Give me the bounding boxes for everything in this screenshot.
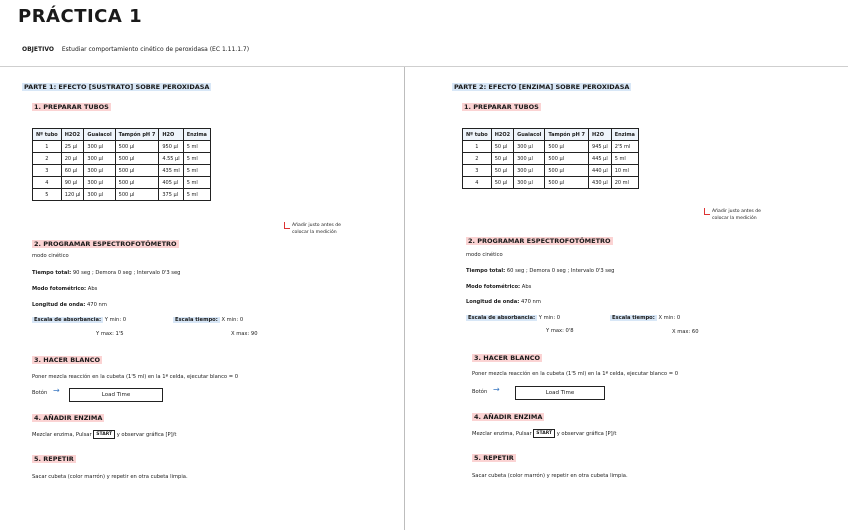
table-header: H2O2 [61, 129, 84, 141]
table-row [463, 153, 639, 165]
part-1-section-2: 2. PROGRAMAR ESPECTROFOTÓMETRO [34, 240, 177, 248]
table-cell: 3 [463, 165, 492, 177]
table-header: Tampón pH 7 [545, 129, 589, 141]
table-cell: 4.55 µl [159, 153, 183, 165]
arrow-right-icon: → [53, 386, 60, 395]
xmin-value: 0 [239, 317, 244, 323]
table-cell: 5 ml [183, 177, 210, 189]
table-cell: 25 µl [61, 141, 84, 153]
table-cell: 405 µl [159, 177, 183, 189]
tiempo-label: Tiempo total: [466, 268, 506, 274]
table-cell: 300 µl [514, 141, 545, 153]
part-2-section-2: 2. PROGRAMAR ESPECTROFOTÓMETRO [468, 237, 611, 245]
table-cell: 300 µl [84, 165, 115, 177]
table-row [33, 189, 211, 201]
table-cell: 1 [463, 141, 492, 153]
note-line: colocar la medición [292, 230, 337, 235]
escala-label: Escala de absorbancia: [34, 317, 102, 323]
table-cell: 500 µl [545, 153, 589, 165]
table-cell: 440 µl [589, 165, 612, 177]
note-arrow-icon [704, 208, 710, 215]
table-cell: 300 µl [514, 177, 545, 189]
table-row [463, 177, 639, 189]
divider-vertical [404, 67, 405, 530]
part-2-escala-tiempo [610, 315, 680, 321]
load-time-button[interactable]: Load Time [69, 388, 163, 402]
part-2-escala [466, 315, 560, 321]
table-cell: 120 µl [61, 189, 84, 201]
table-cell: 500 µl [545, 177, 589, 189]
ymax-label: Y max: [96, 331, 114, 337]
part-2-modo [466, 284, 531, 290]
part-1-xmax [231, 331, 258, 337]
divider-horizontal [0, 66, 848, 67]
part-1-repetir: Sacar cubeta (color marrón) y repetir en otra cubeta limpia. [32, 474, 188, 480]
table-cell: 500 µl [115, 165, 159, 177]
table-header-row [463, 129, 639, 141]
table-cell: 500 µl [115, 189, 159, 201]
ymin-value: 0 [556, 315, 561, 321]
ymin-label: Y min: [104, 317, 122, 323]
part-2-section-5: 5. REPETIR [474, 454, 514, 462]
ymin-label: Y min: [538, 315, 556, 321]
modo-value: Abs [521, 284, 532, 290]
tiempo-value: 90 seg ; Demora 0 seg ; Intervalo 0'3 seg [72, 270, 181, 276]
table-cell: 2 [463, 153, 492, 165]
objective-label: OBJETIVO [22, 46, 54, 53]
table-cell: 500 µl [545, 141, 589, 153]
table-cell: 60 µl [61, 165, 84, 177]
table-cell: 10 ml [611, 165, 638, 177]
part-2-blanco-text: Poner mezcla reacción en la cubeta (1'5 ml) en la 1ª celda, ejecutar blanco = 0 [472, 371, 679, 377]
table-row [33, 141, 211, 153]
part-1-note [292, 222, 341, 236]
table-cell: 3 [33, 165, 62, 177]
table-row [33, 153, 211, 165]
longitud-value: 470 nm [521, 299, 541, 305]
enzima-text-a: Mezclar enzima, Pulsar [472, 431, 532, 437]
part-2-table [462, 128, 639, 189]
table-header: Guaiacol [84, 129, 115, 141]
part-1-table [32, 128, 211, 201]
table-header: Nº tubo [463, 129, 492, 141]
table-header-row [33, 129, 211, 141]
table-cell: 1 [33, 141, 62, 153]
table-header: Enzima [611, 129, 638, 141]
table-cell: 50 µl [491, 153, 513, 165]
part-1-section-4: 4. AÑADIR ENZIMA [34, 414, 103, 422]
xmax-label: X max: [672, 329, 691, 335]
table-header: Tampón pH 7 [115, 129, 159, 141]
escala-label: Escala de absorbancia: [468, 315, 536, 321]
objective [22, 46, 249, 53]
xmin-value: 0 [676, 315, 681, 321]
table-cell: 300 µl [514, 153, 545, 165]
arrow-right-icon: → [493, 385, 500, 394]
table-row [463, 165, 639, 177]
tiempo-label: Tiempo total: [32, 270, 72, 276]
longitud-value: 470 nm [87, 302, 107, 308]
part-1-tiempo [32, 270, 180, 276]
table-cell: 300 µl [84, 141, 115, 153]
table-cell: 50 µl [491, 141, 513, 153]
table-header: H2O2 [491, 129, 513, 141]
part-2-blanco-label: Botón [472, 389, 488, 395]
table-cell: 5 ml [183, 141, 210, 153]
ymax-value: 1'5 [115, 331, 124, 337]
table-cell: 500 µl [115, 141, 159, 153]
note-line: Añadir justo antes de [712, 209, 762, 214]
ymax-label: Y max: [546, 328, 564, 334]
xmax-label: X max: [231, 331, 250, 337]
modo-label: Modo fotométrico: [32, 286, 87, 292]
note-line: Añadir justo antes de [292, 223, 342, 228]
enzima-text-b: y observar gráfica [P]/t [556, 431, 617, 437]
table-cell: 300 µl [84, 153, 115, 165]
xmax-value: 60 [691, 329, 699, 335]
table-cell: 2 [33, 153, 62, 165]
part-1-escala-tiempo [173, 317, 243, 323]
part-2-repetir: Sacar cubeta (color marrón) y repetir en otra cubeta limpia. [472, 473, 628, 479]
table-cell: 435 ml [159, 165, 183, 177]
table-cell: 445 µl [589, 153, 612, 165]
modo-value: Abs [87, 286, 98, 292]
table-row [463, 141, 639, 153]
part-1-ymax [96, 331, 124, 337]
part-2-section-1: 1. PREPARAR TUBOS [464, 103, 539, 111]
table-cell: 300 µl [84, 177, 115, 189]
part-1-section-3: 3. HACER BLANCO [34, 356, 101, 364]
objective-text: Estudiar comportamiento cinético de peroxidasa (EC 1.11.1.7) [61, 46, 250, 53]
part-2-xmax [672, 329, 699, 335]
part-1-section-1: 1. PREPARAR TUBOS [34, 103, 109, 111]
part-1-modo [32, 286, 97, 292]
table-cell: 500 µl [545, 165, 589, 177]
load-time-button[interactable]: Load Time [515, 386, 605, 400]
page-title: PRÁCTICA 1 [18, 6, 143, 27]
modo-label: Modo fotométrico: [466, 284, 521, 290]
note-arrow-icon [284, 222, 290, 229]
part-1-escala [32, 317, 126, 323]
table-cell: 5 [33, 189, 62, 201]
table-row [33, 177, 211, 189]
xmin-label: X min: [221, 317, 239, 323]
escala-tiempo-label: Escala tiempo: [612, 315, 655, 321]
ymax-value: 0'8 [565, 328, 574, 334]
part-2-note [712, 208, 761, 222]
longitud-label: Longitud de onda: [466, 299, 520, 305]
table-cell: 20 ml [611, 177, 638, 189]
table-cell: 50 µl [491, 165, 513, 177]
start-button[interactable]: START [533, 429, 555, 438]
table-cell: 90 µl [61, 177, 84, 189]
longitud-label: Longitud de onda: [32, 302, 86, 308]
tiempo-value: 60 seg ; Demora 0 seg ; Intervalo 0'3 seg [506, 268, 615, 274]
part-2-enzima [472, 429, 616, 438]
table-cell: 2'5 ml [611, 141, 638, 153]
part-2-tiempo [466, 268, 614, 274]
table-cell: 375 µl [159, 189, 183, 201]
part-1-enzima [32, 430, 176, 439]
table-header: H2O [159, 129, 183, 141]
table-cell: 950 µl [159, 141, 183, 153]
table-header: Enzima [183, 129, 210, 141]
table-cell: 945 µl [589, 141, 612, 153]
part-1-section-5: 5. REPETIR [34, 455, 74, 463]
table-cell: 20 µl [61, 153, 84, 165]
part-1-mode: modo cinético [32, 253, 69, 259]
table-cell: 300 µl [84, 189, 115, 201]
table-row [33, 165, 211, 177]
part-1-longitud [32, 302, 107, 308]
table-cell: 5 ml [611, 153, 638, 165]
part-1-blanco-text: Poner mezcla reacción en la cubeta (1'5 ml) en la 1ª celda, ejecutar blanco = 0 [32, 374, 239, 380]
table-cell: 430 µl [589, 177, 612, 189]
table-header: Guaiacol [514, 129, 545, 141]
part-2-longitud [466, 299, 541, 305]
table-cell: 500 µl [115, 177, 159, 189]
part-1-heading: PARTE 1: EFECTO [SUSTRATO] SOBRE PEROXIDASA [24, 83, 210, 91]
table-cell: 300 µl [514, 165, 545, 177]
part-1-blanco-label: Botón [32, 390, 48, 396]
part-2-heading: PARTE 2: EFECTO [ENZIMA] SOBRE PEROXIDASA [454, 83, 630, 91]
xmin-label: X min: [658, 315, 676, 321]
table-cell: 4 [463, 177, 492, 189]
note-line: colocar la medición [712, 216, 757, 221]
escala-tiempo-label: Escala tiempo: [175, 317, 218, 323]
table-header: Nº tubo [33, 129, 62, 141]
part-2-ymax [546, 328, 574, 334]
table-cell: 5 ml [183, 189, 210, 201]
part-2-section-4: 4. AÑADIR ENZIMA [474, 413, 543, 421]
table-cell: 4 [33, 177, 62, 189]
table-cell: 50 µl [491, 177, 513, 189]
start-button[interactable]: START [93, 430, 115, 439]
table-cell: 500 µl [115, 153, 159, 165]
table-cell: 5 ml [183, 153, 210, 165]
part-2-mode: modo cinético [466, 252, 503, 258]
enzima-text-b: y observar gráfica [P]/t [116, 432, 177, 438]
table-header: H2O [589, 129, 612, 141]
xmax-value: 90 [250, 331, 258, 337]
table-cell: 5 ml [183, 165, 210, 177]
enzima-text-a: Mezclar enzima, Pulsar [32, 432, 92, 438]
ymin-value: 0 [122, 317, 127, 323]
part-2-section-3: 3. HACER BLANCO [474, 354, 541, 362]
